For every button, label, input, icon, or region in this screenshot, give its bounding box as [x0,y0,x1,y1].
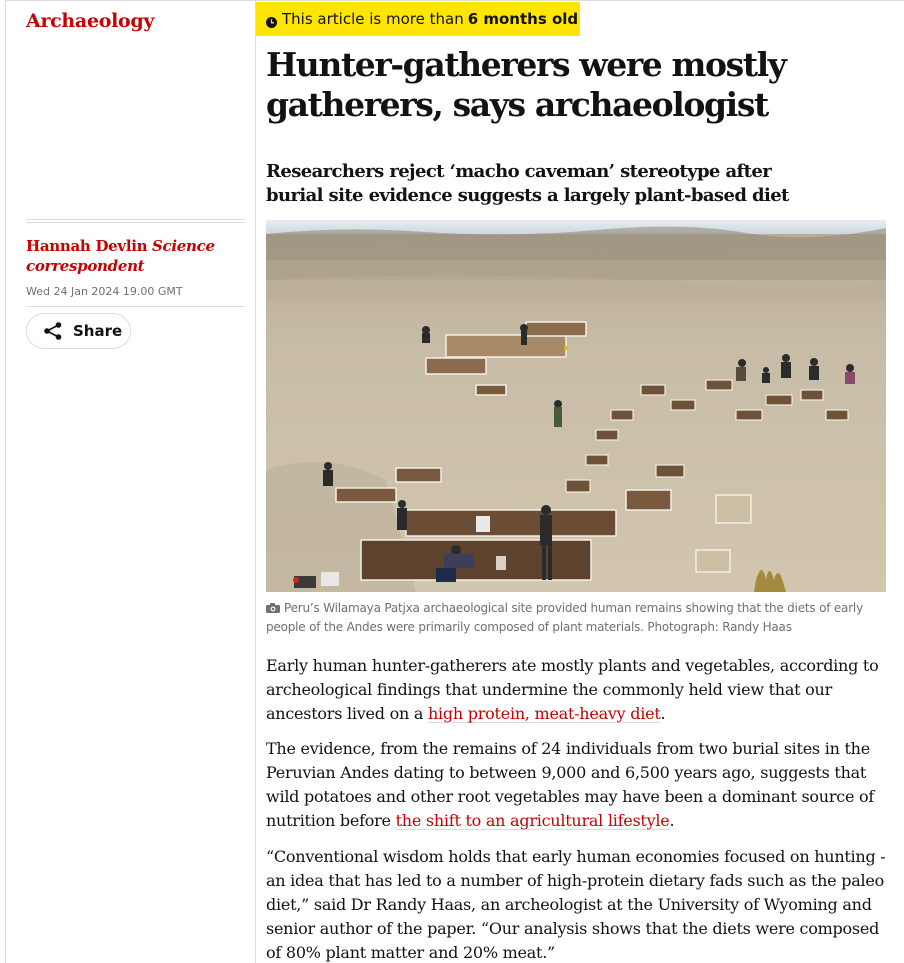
clock-icon [266,14,277,25]
p1-text-before: Early human hunter-gatherers ate mostly plants and vegetables, according to archeological findings that undermine the commonly held view that our ancestors lived on a [266,656,879,723]
column-divider [255,0,256,963]
link-high-protein-diet[interactable]: high protein, meat-heavy diet [427,704,661,723]
meta-divider-top [26,219,245,223]
body-paragraph-3: “Conventional wisdom holds that early human economies focused on hunting - an idea that has led to a number of high-protein dietary fads such as the paleo diet,” said Dr Randy Haas, an archeologist at the University of Wyoming and senior author of the paper. “Our analysis shows that the diets were composed of 80% plant matter and 20% meat.” [266,847,886,962]
body-paragraph-2 [266,737,888,833]
age-warning-banner [256,2,580,36]
age-warning-age: 6 months old [467,10,579,28]
share-icon [42,320,64,342]
byline [26,236,248,276]
p2-text-after: . [669,811,675,830]
p2-text-before: The evidence, from the remains of 24 individuals from two burial sites in the Peruvian Andes dating to between 9,000 and 6,500 years ago, suggests that wild potatoes and other root vegetables may have been a dominant source of nutrition before [266,739,875,830]
author-role: Science correspondent [26,237,215,275]
author-link[interactable]: Hannah Devlin [26,237,148,255]
image-caption-text: Peru’s Wilamaya Patjxa archaeological site provided human remains showing that the diets of early people of the Andes were primarily composed of plant materials. Photograph: Randy Haas [266,601,863,634]
share-button[interactable] [26,313,131,349]
article-headline: Hunter-gatherers were mostly gatherers, says archaeologist [266,45,786,124]
image-caption [266,599,886,637]
frame-left-border [5,0,6,963]
main-photo-excavation-site [266,220,886,592]
p1-text-after: . [660,704,666,723]
section-link-archaeology[interactable]: Archaeology [26,10,155,32]
age-warning-prefix: This article is more than [282,10,464,28]
body-paragraph-1 [266,654,888,726]
meta-divider-bottom [26,306,245,307]
link-agricultural-lifestyle[interactable]: the shift to an agricultural lifestyle [395,811,670,830]
publish-date: Wed 24 Jan 2024 19.00 GMT [26,285,183,298]
share-label: Share [73,322,123,340]
frame-top-border [5,0,904,1]
article-standfirst: Researchers reject ‘macho caveman’ stereotype after burial site evidence suggests a largely plant-based diet [266,161,789,206]
camera-icon [266,600,280,610]
